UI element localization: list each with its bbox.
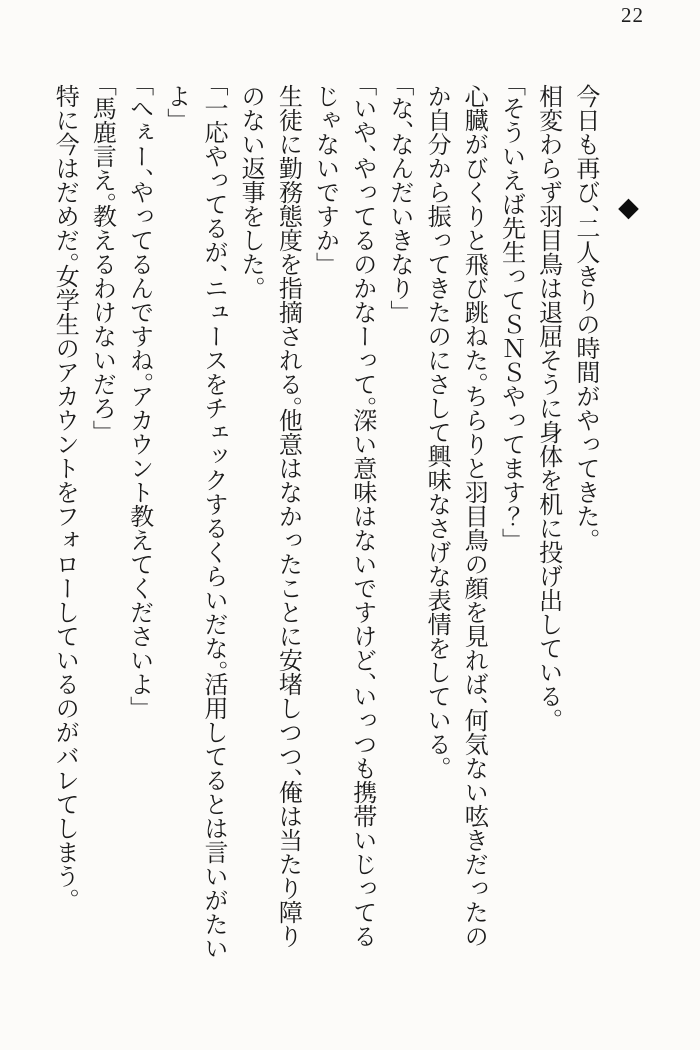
- paragraph-dialogue: 「馬鹿言え。教えるわけないだろ」: [88, 84, 115, 432]
- paragraph-narration: 相変わらず羽目鳥は退屈そうに身体を机に投げ出している。: [534, 84, 561, 720]
- page-text: [44, 84, 648, 964]
- paragraph-dialogue: 「へぇー、やってるんですね。アカウント教えてくださいよ」: [125, 84, 152, 708]
- paragraph-narration: 生徒に勤務態度を指摘される。他意はなかったことに安堵しつつ、俺は当たり障りのない返事をした。: [237, 84, 301, 948]
- paragraph-narration: 今日も再び、二人きりの時間がやってきた。: [571, 84, 598, 540]
- paragraph-narration: 特に今はだめだ。女学生のアカウントをフォローしているのがバレてしまう。: [51, 84, 78, 900]
- section-divider-diamond-icon: ◆: [614, 192, 644, 223]
- paragraph-dialogue: 「な、なんだいきなり」: [385, 84, 412, 312]
- paragraph-dialogue: 「一応やってるが、ニュースをチェックするくらいだな。活用してるとは言いがたいよ」: [162, 84, 226, 960]
- paragraph-dialogue: 「そういえば先生ってＳＮＳやってます？」: [497, 84, 524, 540]
- page-number: 22: [621, 3, 644, 27]
- paragraph-narration: 心臓がびくりと飛び跳ねた。ちらりと羽目鳥の顔を見れば、何気ない呟きだったのか自分から振ってきたのにさして興味なさげな表情をしている。: [423, 84, 487, 948]
- paragraph-dialogue: 「いや、やってるのかなーって。深い意味はないですけど、いっつも携帯いじってるじゃないですか」: [311, 84, 375, 948]
